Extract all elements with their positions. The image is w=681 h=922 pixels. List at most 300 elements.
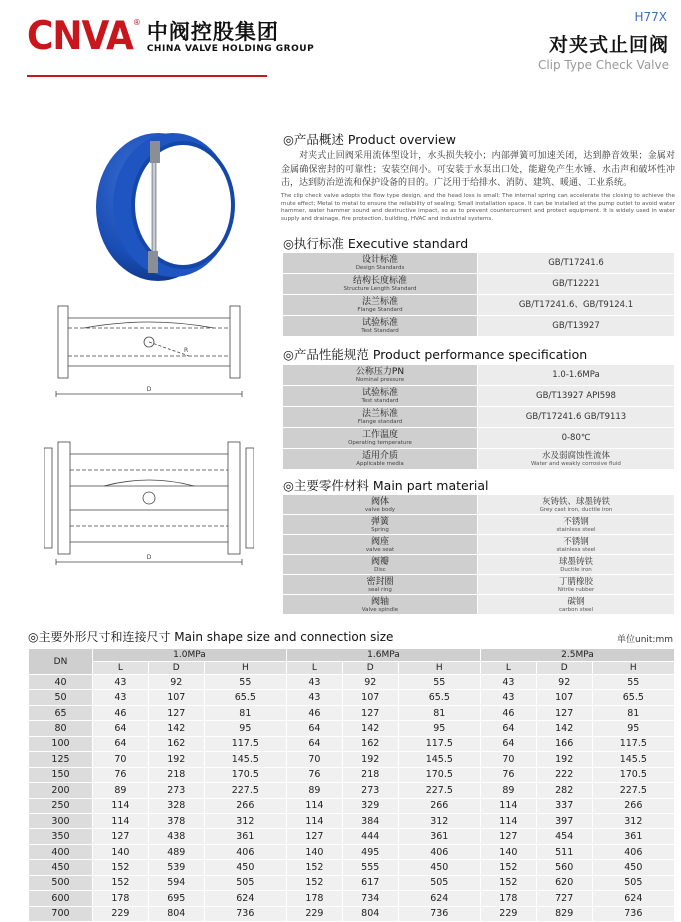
dn-cell: 150 xyxy=(29,767,93,782)
kv-key-cell xyxy=(283,295,478,316)
table-row xyxy=(29,844,675,859)
dim-cell: 114 xyxy=(93,813,149,828)
dim-cell: 46 xyxy=(286,705,342,720)
kv-value-cell xyxy=(478,595,675,615)
kv-key-en: Design Standards xyxy=(355,265,405,271)
dim-cell: 406 xyxy=(398,844,480,859)
dimensions-heading: ◎主要外形尺寸和连接尺寸 Main shape size and connection size xyxy=(28,630,394,644)
dim-cell: 312 xyxy=(592,813,674,828)
kv-key-cn: 弹簧 xyxy=(370,516,389,527)
registered-mark: ® xyxy=(132,18,141,27)
dim-cell: 114 xyxy=(480,798,536,813)
kv-row xyxy=(283,555,675,575)
performance-table xyxy=(282,364,675,470)
kv-row xyxy=(283,535,675,555)
dn-cell: 350 xyxy=(29,829,93,844)
dim-d-label-2: D xyxy=(146,554,152,561)
dim-subheader-row xyxy=(29,662,675,675)
materials-heading: ◎主要零件材料 Main part material xyxy=(283,478,489,493)
dim-cell: 624 xyxy=(592,891,674,906)
kv-key-cell xyxy=(283,535,478,555)
kv-row xyxy=(283,495,675,515)
dim-cell: 282 xyxy=(536,783,592,798)
dn-cell: 400 xyxy=(29,844,93,859)
kv-value-cell xyxy=(478,428,675,449)
dim-cell: 736 xyxy=(592,906,674,921)
kv-row xyxy=(283,295,675,316)
dim-cell: 43 xyxy=(480,675,536,690)
dim-cell: 107 xyxy=(148,690,204,705)
dim-cell: 406 xyxy=(592,844,674,859)
dim-cell: 829 xyxy=(536,906,592,921)
kv-value: 0-80℃ xyxy=(561,433,591,443)
kv-value-cell xyxy=(478,449,675,470)
kv-value-cell xyxy=(478,386,675,407)
kv-key-en: Flange standard xyxy=(357,419,403,425)
dim-cell: 127 xyxy=(342,705,398,720)
dim-cell: 178 xyxy=(286,891,342,906)
dim-cell: 505 xyxy=(398,875,480,890)
dim-cell: 329 xyxy=(342,798,398,813)
dim-cell: 117.5 xyxy=(398,736,480,751)
kv-value-en: carbon steel xyxy=(558,606,594,613)
dim-cell: 65.5 xyxy=(592,690,674,705)
kv-value-en: Water and weakly corrosive fluid xyxy=(531,461,621,467)
dim-cell: 337 xyxy=(536,798,592,813)
pressure-header: 1.0MPa xyxy=(93,649,287,662)
dim-cell: 92 xyxy=(148,675,204,690)
valve-technical-drawing xyxy=(44,298,254,578)
dim-subheader: D xyxy=(342,662,398,675)
dim-cell: 127 xyxy=(93,829,149,844)
dim-cell: 43 xyxy=(93,675,149,690)
dim-cell: 454 xyxy=(536,829,592,844)
dim-cell: 620 xyxy=(536,875,592,890)
dim-cell: 624 xyxy=(398,891,480,906)
dim-cell: 152 xyxy=(480,860,536,875)
dim-cell: 192 xyxy=(148,752,204,767)
dim-cell: 64 xyxy=(480,721,536,736)
dim-cell: 81 xyxy=(592,705,674,720)
kv-key-cn: 法兰标准 xyxy=(361,409,398,419)
kv-value-cell xyxy=(478,535,675,555)
dim-cell: 70 xyxy=(480,752,536,767)
valve-product-image xyxy=(88,127,238,285)
kv-key-cell xyxy=(283,495,478,515)
dim-cell: 266 xyxy=(204,798,286,813)
dim-cell: 736 xyxy=(204,906,286,921)
brand-logo-mark: CNVA xyxy=(27,13,133,60)
table-row xyxy=(29,798,675,813)
kv-value-cell xyxy=(478,274,675,295)
kv-key-cn: 阀轴 xyxy=(370,596,389,607)
table-row xyxy=(29,860,675,875)
dim-cell: 64 xyxy=(286,736,342,751)
dn-cell: 200 xyxy=(29,783,93,798)
kv-value: 灰铸铁、球墨铸铁 xyxy=(541,496,610,507)
dn-cell: 80 xyxy=(29,721,93,736)
kv-value-en: stainless steel xyxy=(556,546,596,553)
kv-key-en: Valve spindle xyxy=(361,606,399,613)
dim-cell: 152 xyxy=(480,875,536,890)
dim-cell: 114 xyxy=(480,813,536,828)
dim-cell: 76 xyxy=(480,767,536,782)
table-row xyxy=(29,705,675,720)
kv-key-cell xyxy=(283,316,478,337)
kv-key-en: Flange Standard xyxy=(357,307,403,313)
dim-cell: 152 xyxy=(93,875,149,890)
kv-value-en: Ductile iron xyxy=(560,566,592,573)
kv-key-cn: 法兰标准 xyxy=(361,297,398,307)
dim-cell: 227.5 xyxy=(204,783,286,798)
kv-key-cell xyxy=(283,575,478,595)
dn-cell: 700 xyxy=(29,906,93,921)
kv-key-cell xyxy=(283,515,478,535)
dim-cell: 46 xyxy=(93,705,149,720)
dim-subheader: D xyxy=(536,662,592,675)
kv-key-cn: 试验标准 xyxy=(361,318,398,328)
dim-cell: 178 xyxy=(480,891,536,906)
brand-name-cn: 中阀控股集团 xyxy=(146,19,279,44)
dim-cell: 46 xyxy=(480,705,536,720)
dim-cell: 117.5 xyxy=(592,736,674,751)
kv-row xyxy=(283,515,675,535)
table-row xyxy=(29,736,675,751)
dim-cell: 444 xyxy=(342,829,398,844)
kv-key-cn: 适用介质 xyxy=(361,451,398,461)
dim-cell: 229 xyxy=(286,906,342,921)
dim-cell: 505 xyxy=(204,875,286,890)
kv-key-en: valve body xyxy=(364,506,396,513)
kv-value: GB/T12221 xyxy=(552,279,600,289)
kv-value: GB/T13927 xyxy=(552,321,600,331)
dim-cell: 142 xyxy=(148,721,204,736)
dim-cell: 65.5 xyxy=(204,690,286,705)
dim-subheader: L xyxy=(93,662,149,675)
dim-cell: 555 xyxy=(342,860,398,875)
dim-cell: 76 xyxy=(93,767,149,782)
dim-cell: 192 xyxy=(342,752,398,767)
dim-cell: 227.5 xyxy=(592,783,674,798)
dim-cell: 511 xyxy=(536,844,592,859)
dim-cell: 43 xyxy=(93,690,149,705)
kv-key-cell xyxy=(283,407,478,428)
product-title-en: Clip Type Check Valve xyxy=(537,58,669,72)
dim-cell: 227.5 xyxy=(398,783,480,798)
dim-cell: 43 xyxy=(286,690,342,705)
kv-key-en: Structure Length Standard xyxy=(343,286,417,292)
kv-key-cn: 密封圈 xyxy=(366,576,394,587)
kv-value: GB/T17241.6、GB/T9124.1 xyxy=(518,300,634,310)
header-divider xyxy=(27,75,267,77)
dim-cell: 107 xyxy=(342,690,398,705)
pressure-header: 2.5MPa xyxy=(480,649,674,662)
dn-cell: 125 xyxy=(29,752,93,767)
dim-cell: 273 xyxy=(342,783,398,798)
overview-text-en: The clip check valve adopts the flow type design, and the head loss is small; The internal spring can accelerate the closing to achieve the mute effect; Metal to metal to ensure the reliability of sealing; Small installation space. It can be installed at the pump outlet to avoid water hammer, water hammer sound and destructive impact, so as to prevent countercurrent and protect equipment. It is widely used in water supply and drainage, fire protection, building, HVAC and industrial systems. xyxy=(281,193,675,222)
dim-cell: 70 xyxy=(93,752,149,767)
dn-cell: 600 xyxy=(29,891,93,906)
standards-heading: ◎执行标准 Executive standard xyxy=(283,236,469,251)
table-row xyxy=(29,767,675,782)
dim-subheader: L xyxy=(480,662,536,675)
kv-key-cell xyxy=(283,386,478,407)
kv-key-cn: 设计标准 xyxy=(361,255,398,265)
kv-key-en: Test Standard xyxy=(361,328,399,334)
dim-cell: 266 xyxy=(398,798,480,813)
overview-text-cn: 对夹式止回阀采用流体型设计，水头损失较小；内部弹簧可加速关闭，达到静音效果；金属对金属确保密封的可靠性；安装空间小。可安装于水泵出口处，能避免产生水锤、水击声和破坏性冲击，达到防治逆流和保护设备的目的。广泛用于给排水、消防、建筑、暖通、工业系统。 xyxy=(281,151,675,188)
kv-row xyxy=(283,449,675,470)
table-row xyxy=(29,813,675,828)
dim-cell: 95 xyxy=(592,721,674,736)
dim-cell: 804 xyxy=(148,906,204,921)
kv-key-cell xyxy=(283,595,478,615)
dn-cell: 100 xyxy=(29,736,93,751)
kv-value: 球墨铸铁 xyxy=(558,556,593,567)
table-row xyxy=(29,721,675,736)
kv-value-cell xyxy=(478,515,675,535)
kv-value-cell xyxy=(478,295,675,316)
dim-cell: 140 xyxy=(480,844,536,859)
dim-cell: 695 xyxy=(148,891,204,906)
kv-row xyxy=(283,428,675,449)
dim-cell: 145.5 xyxy=(398,752,480,767)
dim-r-label: R xyxy=(184,347,189,354)
page-header xyxy=(0,0,681,80)
dim-cell: 170.5 xyxy=(398,767,480,782)
table-row xyxy=(29,675,675,690)
table-row xyxy=(29,690,675,705)
dn-cell: 450 xyxy=(29,860,93,875)
dn-cell: 500 xyxy=(29,875,93,890)
dim-cell: 495 xyxy=(342,844,398,859)
product-title-cn: 对夹式止回阀 xyxy=(548,34,669,56)
table-row xyxy=(29,906,675,921)
dim-cell: 192 xyxy=(536,752,592,767)
dim-subheader: L xyxy=(286,662,342,675)
dim-cell: 312 xyxy=(398,813,480,828)
kv-key-cn: 试验标准 xyxy=(361,388,398,398)
table-row xyxy=(29,829,675,844)
dim-cell: 361 xyxy=(592,829,674,844)
dn-header: DN xyxy=(29,649,93,675)
kv-value-en: stainless steel xyxy=(556,526,596,533)
dim-cell: 152 xyxy=(286,860,342,875)
dim-cell: 142 xyxy=(342,721,398,736)
dim-cell: 170.5 xyxy=(204,767,286,782)
dim-cell: 397 xyxy=(536,813,592,828)
performance-heading: ◎产品性能规范 Product performance specification xyxy=(283,347,588,362)
dim-cell: 450 xyxy=(204,860,286,875)
kv-value-cell xyxy=(478,253,675,274)
dn-cell: 50 xyxy=(29,690,93,705)
overview-heading: ◎产品概述 Product overview xyxy=(283,132,456,147)
materials-table xyxy=(282,494,675,615)
table-row xyxy=(29,783,675,798)
kv-key-cn: 工作温度 xyxy=(361,430,398,440)
dim-cell: 140 xyxy=(93,844,149,859)
dim-cell: 450 xyxy=(398,860,480,875)
kv-value: 1.0-1.6MPa xyxy=(552,370,600,380)
kv-value-cell xyxy=(478,495,675,515)
kv-key-cell xyxy=(283,274,478,295)
table-row xyxy=(29,875,675,890)
dim-cell: 594 xyxy=(148,875,204,890)
dim-cell: 361 xyxy=(398,829,480,844)
dim-cell: 505 xyxy=(592,875,674,890)
dim-cell: 140 xyxy=(286,844,342,859)
kv-row xyxy=(283,316,675,337)
dimensions-unit: 单位unit:mm xyxy=(616,635,673,645)
kv-value: 丁腈橡胶 xyxy=(558,576,593,587)
dim-cell: 804 xyxy=(342,906,398,921)
kv-row xyxy=(283,595,675,615)
dim-cell: 64 xyxy=(93,736,149,751)
kv-key-en: Applicable media xyxy=(356,461,404,467)
dim-cell: 378 xyxy=(148,813,204,828)
dn-cell: 300 xyxy=(29,813,93,828)
kv-key-en: Operating temperature xyxy=(348,440,412,446)
dim-cell: 127 xyxy=(148,705,204,720)
kv-key-cell xyxy=(283,428,478,449)
table-row xyxy=(29,752,675,767)
dim-cell: 127 xyxy=(480,829,536,844)
dim-cell: 127 xyxy=(286,829,342,844)
dn-cell: 40 xyxy=(29,675,93,690)
pressure-header: 1.6MPa xyxy=(286,649,480,662)
kv-row xyxy=(283,274,675,295)
dim-cell: 92 xyxy=(536,675,592,690)
kv-key-cn: 阀体 xyxy=(370,496,389,507)
dim-subheader: H xyxy=(204,662,286,675)
kv-value-cell xyxy=(478,316,675,337)
brand-name-en: CHINA VALVE HOLDING GROUP xyxy=(146,43,315,54)
dim-cell: 617 xyxy=(342,875,398,890)
kv-value: GB/T17241.6 xyxy=(548,258,604,268)
dim-header-row xyxy=(29,649,675,662)
kv-key-cn: 结构长度标准 xyxy=(352,276,407,286)
dim-cell: 624 xyxy=(204,891,286,906)
kv-value: GB/T17241.6 GB/T9113 xyxy=(525,412,627,422)
dim-cell: 166 xyxy=(536,736,592,751)
kv-row xyxy=(283,365,675,386)
dn-cell: 65 xyxy=(29,705,93,720)
dim-cell: 170.5 xyxy=(592,767,674,782)
dim-cell: 222 xyxy=(536,767,592,782)
dim-cell: 145.5 xyxy=(592,752,674,767)
dim-cell: 312 xyxy=(204,813,286,828)
kv-row xyxy=(283,386,675,407)
kv-value-cell xyxy=(478,407,675,428)
dim-cell: 162 xyxy=(342,736,398,751)
kv-key-cell xyxy=(283,253,478,274)
dim-cell: 89 xyxy=(480,783,536,798)
dimensions-table xyxy=(28,648,675,922)
dim-cell: 152 xyxy=(93,860,149,875)
dim-cell: 145.5 xyxy=(204,752,286,767)
standards-table xyxy=(282,252,675,337)
dim-cell: 142 xyxy=(536,721,592,736)
kv-value-cell xyxy=(478,555,675,575)
kv-value: 不锈钢 xyxy=(563,536,589,547)
dim-cell: 406 xyxy=(204,844,286,859)
dim-subheader: D xyxy=(148,662,204,675)
kv-key-cn: 阀瓣 xyxy=(370,556,389,567)
kv-value: GB/T13927 API598 xyxy=(536,391,616,401)
dim-cell: 178 xyxy=(93,891,149,906)
dim-cell: 55 xyxy=(398,675,480,690)
dim-cell: 127 xyxy=(536,705,592,720)
dim-cell: 64 xyxy=(286,721,342,736)
dim-cell: 64 xyxy=(480,736,536,751)
dim-cell: 727 xyxy=(536,891,592,906)
dim-cell: 95 xyxy=(204,721,286,736)
dim-subheader: H xyxy=(398,662,480,675)
dim-cell: 64 xyxy=(93,721,149,736)
dim-cell: 114 xyxy=(93,798,149,813)
dim-cell: 95 xyxy=(398,721,480,736)
kv-value: 不锈钢 xyxy=(563,516,589,527)
kv-key-cell xyxy=(283,449,478,470)
dim-cell: 55 xyxy=(204,675,286,690)
dim-cell: 162 xyxy=(148,736,204,751)
product-model: H77X xyxy=(634,10,667,24)
dim-cell: 114 xyxy=(286,813,342,828)
kv-row xyxy=(283,407,675,428)
dim-cell: 229 xyxy=(93,906,149,921)
dim-cell: 89 xyxy=(286,783,342,798)
dim-cell: 92 xyxy=(342,675,398,690)
kv-value-cell xyxy=(478,365,675,386)
dim-cell: 117.5 xyxy=(204,736,286,751)
dim-cell: 229 xyxy=(480,906,536,921)
dim-cell: 81 xyxy=(398,705,480,720)
table-row xyxy=(29,891,675,906)
dim-subheader: H xyxy=(592,662,674,675)
dim-cell: 489 xyxy=(148,844,204,859)
kv-key-en: Test standard xyxy=(361,398,399,404)
dim-cell: 560 xyxy=(536,860,592,875)
kv-key-en: seal ring xyxy=(368,586,392,593)
dim-cell: 218 xyxy=(342,767,398,782)
dim-cell: 89 xyxy=(93,783,149,798)
kv-value-en: Grey cast iron, ductile iron xyxy=(539,506,613,513)
dim-cell: 218 xyxy=(148,767,204,782)
kv-key-en: Spring xyxy=(371,526,389,533)
dim-cell: 736 xyxy=(398,906,480,921)
kv-key-cell xyxy=(283,365,478,386)
dim-cell: 539 xyxy=(148,860,204,875)
kv-key-en: Disc xyxy=(374,566,386,573)
kv-value: 水及弱腐蚀性流体 xyxy=(541,451,610,461)
dim-cell: 107 xyxy=(536,690,592,705)
dim-cell: 55 xyxy=(592,675,674,690)
dim-d-label: D xyxy=(146,386,152,393)
dim-cell: 76 xyxy=(286,767,342,782)
dim-cell: 114 xyxy=(286,798,342,813)
dn-cell: 250 xyxy=(29,798,93,813)
kv-key-en: valve seat xyxy=(365,546,395,553)
kv-value: 碳钢 xyxy=(567,596,585,607)
kv-value-en: Nitrile rubber xyxy=(557,586,595,593)
dim-cell: 43 xyxy=(286,675,342,690)
dim-cell: 266 xyxy=(592,798,674,813)
kv-key-en: Nominal pressure xyxy=(355,377,405,383)
brand-logo xyxy=(27,13,315,60)
dim-cell: 65.5 xyxy=(398,690,480,705)
kv-value-cell xyxy=(478,575,675,595)
kv-key-cn: 阀座 xyxy=(370,536,389,547)
